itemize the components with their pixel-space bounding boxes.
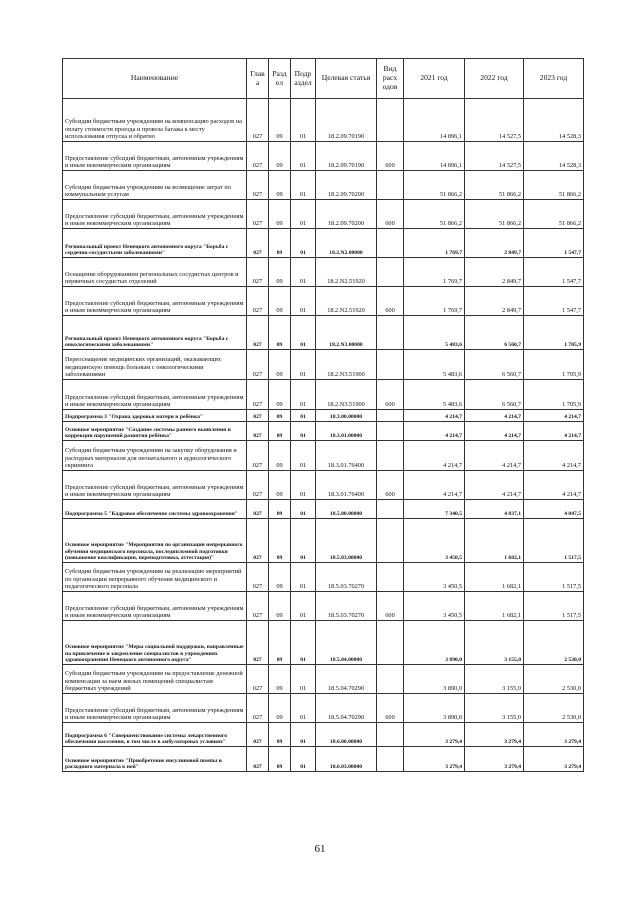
- row-vid: [377, 410, 404, 422]
- row-statya: 18.3.01.76400: [316, 471, 377, 500]
- row-statya: 18.5.04.00000: [316, 621, 377, 665]
- row-vid: 600: [377, 200, 404, 229]
- row-2021: 3 450,5: [404, 519, 465, 563]
- row-2021: 5 483,6: [404, 350, 465, 380]
- row-2022: 3 155,0: [465, 621, 524, 665]
- row-2022: 3 155,0: [465, 665, 524, 694]
- row-2022: 2 849,7: [465, 229, 524, 258]
- table-row: [63, 380, 584, 410]
- row-2022: 14 527,5: [465, 142, 524, 171]
- row-statya: 18.6.03.00000: [316, 747, 377, 772]
- row-2023: 1 705,9: [524, 380, 584, 410]
- table-row: [63, 99, 584, 142]
- row-podrazdel: 01: [291, 694, 316, 723]
- row-name: Переоснащение медицинских организаций, оказывающих медицинскую помощь больным с онкологическими заболеваниями: [63, 350, 247, 380]
- row-razdel: 09: [269, 441, 291, 471]
- row-2023: 4 214,7: [524, 471, 584, 500]
- table-row: [63, 287, 584, 316]
- row-glava: 027: [247, 723, 269, 747]
- row-vid: [377, 563, 404, 592]
- row-2022: 4 837,1: [465, 500, 524, 519]
- row-podrazdel: 01: [291, 142, 316, 171]
- row-podrazdel: 01: [291, 171, 316, 200]
- row-2023: 1 547,7: [524, 287, 584, 316]
- row-vid: [377, 747, 404, 772]
- row-vid: [377, 171, 404, 200]
- table-header: [63, 59, 584, 99]
- row-name: Субсидии бюджетным учреждениям на закупку оборудования и расходных материалов для неонатального и аудиологического скрининга: [63, 441, 247, 471]
- row-name: Основное мероприятие "Создание системы раннего выявления и коррекции нарушений развития ребёнка": [63, 422, 247, 441]
- row-glava: 027: [247, 99, 269, 142]
- row-podrazdel: 01: [291, 471, 316, 500]
- row-glava: 027: [247, 621, 269, 665]
- row-2021: 14 896,1: [404, 99, 465, 142]
- row-vid: [377, 665, 404, 694]
- row-razdel: 09: [269, 258, 291, 287]
- row-2023: 4 214,7: [524, 441, 584, 471]
- row-2022: 3 279,4: [465, 723, 524, 747]
- row-vid: 600: [377, 592, 404, 621]
- row-razdel: 09: [269, 380, 291, 410]
- table-row: [63, 621, 584, 665]
- row-glava: 027: [247, 171, 269, 200]
- row-2022: 1 682,1: [465, 519, 524, 563]
- row-2022: 3 155,0: [465, 694, 524, 723]
- row-podrazdel: 01: [291, 410, 316, 422]
- table-row: [63, 723, 584, 747]
- row-razdel: 09: [269, 592, 291, 621]
- row-2022: 3 279,4: [465, 747, 524, 772]
- row-2022: 4 214,7: [465, 441, 524, 471]
- col-2023-header: 2023 год: [524, 59, 584, 99]
- row-razdel: 09: [269, 665, 291, 694]
- row-razdel: 09: [269, 99, 291, 142]
- row-statya: 18.5.00.00000: [316, 500, 377, 519]
- row-2023: 1 517,5: [524, 563, 584, 592]
- row-statya: 18.5.03.00000: [316, 519, 377, 563]
- row-podrazdel: 01: [291, 563, 316, 592]
- row-vid: [377, 316, 404, 350]
- row-name: Субсидии бюджетным учреждениям на компенсацию расходов на оплату стоимости проезда и провоза багажа к месту использования отпуска и обратно: [63, 99, 247, 142]
- table-row: [63, 694, 584, 723]
- row-name: Предоставление субсидий бюджетным, автономным учреждениям и иным некоммерческим организациям: [63, 471, 247, 500]
- row-name: Предоставление субсидий бюджетным, автономным учреждениям и иным некоммерческим организациям: [63, 694, 247, 723]
- row-podrazdel: 01: [291, 350, 316, 380]
- row-glava: 027: [247, 229, 269, 258]
- col-vid-header: Вид расх одов: [377, 59, 404, 99]
- row-statya: 18.2.09.70200: [316, 171, 377, 200]
- row-name: Основное мероприятие "Мероприятия по организации непрерывного обучения медицинского персонала, последипломной подготовки (повышение квалификации, переподготовка, аттестация)": [63, 519, 247, 563]
- row-2021: 5 483,6: [404, 380, 465, 410]
- row-vid: [377, 723, 404, 747]
- row-statya: 18.3.01.76400: [316, 441, 377, 471]
- row-2021: 14 896,1: [404, 142, 465, 171]
- table-row: [63, 171, 584, 200]
- table-row: [63, 350, 584, 380]
- row-2021: 3 450,5: [404, 563, 465, 592]
- row-podrazdel: 01: [291, 500, 316, 519]
- row-2021: 51 866,2: [404, 171, 465, 200]
- col-name-header: Наименование: [63, 59, 247, 99]
- row-razdel: 09: [269, 229, 291, 258]
- row-2023: 4 214,7: [524, 410, 584, 422]
- row-razdel: 09: [269, 563, 291, 592]
- row-name: Оснащение оборудованием региональных сосудистых центров и первичных сосудистых отделений: [63, 258, 247, 287]
- row-podrazdel: 01: [291, 665, 316, 694]
- row-2023: 1 517,5: [524, 592, 584, 621]
- row-2023: 51 866,2: [524, 200, 584, 229]
- row-2023: 1 547,7: [524, 229, 584, 258]
- row-podrazdel: 01: [291, 747, 316, 772]
- row-glava: 027: [247, 694, 269, 723]
- row-glava: 027: [247, 287, 269, 316]
- row-2022: 1 682,1: [465, 563, 524, 592]
- row-2023: 2 530,0: [524, 665, 584, 694]
- row-2023: 14 528,3: [524, 99, 584, 142]
- row-name: Региональный проект Ненецкого автономного округа "Борьба с онкологическими заболеваниями": [63, 316, 247, 350]
- table-row: [63, 410, 584, 422]
- row-name: Подпрограмма 3 "Охрана здоровья матери и ребёнка": [63, 410, 247, 422]
- row-razdel: 09: [269, 200, 291, 229]
- table-row: [63, 563, 584, 592]
- row-glava: 027: [247, 410, 269, 422]
- row-podrazdel: 01: [291, 422, 316, 441]
- row-2023: 1 705,9: [524, 316, 584, 350]
- row-name: Предоставление субсидий бюджетным, автономным учреждениям и иным некоммерческим организациям: [63, 592, 247, 621]
- row-statya: 18.2.N3.51900: [316, 380, 377, 410]
- row-2022: 6 560,7: [465, 350, 524, 380]
- table-row: [63, 471, 584, 500]
- row-glava: 027: [247, 258, 269, 287]
- row-razdel: 09: [269, 747, 291, 772]
- budget-table: [62, 58, 584, 772]
- row-2023: 1 705,9: [524, 350, 584, 380]
- row-vid: 600: [377, 287, 404, 316]
- table-row: [63, 422, 584, 441]
- row-2021: 3 890,0: [404, 621, 465, 665]
- row-2021: 3 890,0: [404, 694, 465, 723]
- row-2021: 3 890,0: [404, 665, 465, 694]
- row-name: Предоставление субсидий бюджетным, автономным учреждениям и иным некоммерческим организациям: [63, 287, 247, 316]
- row-vid: [377, 350, 404, 380]
- row-razdel: 09: [269, 471, 291, 500]
- row-statya: 18.2.N3.00000: [316, 316, 377, 350]
- row-name: Субсидии бюджетным учреждениям на возмещение затрат по коммунальным услугам: [63, 171, 247, 200]
- row-razdel: 09: [269, 500, 291, 519]
- row-razdel: 09: [269, 316, 291, 350]
- row-2023: 3 279,4: [524, 747, 584, 772]
- row-statya: 18.2.N2.51920: [316, 287, 377, 316]
- table-row: [63, 592, 584, 621]
- row-name: Основное мероприятие "Приобретение инсулиновой помпы и расходного материала к ней": [63, 747, 247, 772]
- row-glava: 027: [247, 142, 269, 171]
- row-vid: [377, 422, 404, 441]
- col-podrazdel-header: Подр аздел: [291, 59, 316, 99]
- row-2023: 14 528,3: [524, 142, 584, 171]
- row-2021: 4 214,7: [404, 422, 465, 441]
- row-name: Подпрограмма 6 "Совершенствование системы лекарственного обеспечения населения, в том числе в амбулаторных условиях": [63, 723, 247, 747]
- row-glava: 027: [247, 519, 269, 563]
- row-name: Предоставление субсидий бюджетным, автономным учреждениям и иным некоммерческим организациям: [63, 380, 247, 410]
- table-row: [63, 441, 584, 471]
- row-2022: 6 560,7: [465, 316, 524, 350]
- row-2021: 3 279,4: [404, 747, 465, 772]
- row-razdel: 09: [269, 422, 291, 441]
- row-podrazdel: 01: [291, 258, 316, 287]
- row-2022: 14 527,5: [465, 99, 524, 142]
- row-statya: 18.2.N2.00000: [316, 229, 377, 258]
- row-2021: 4 214,7: [404, 410, 465, 422]
- col-razdel-header: Разд ел: [269, 59, 291, 99]
- row-2023: 51 866,2: [524, 171, 584, 200]
- row-podrazdel: 01: [291, 380, 316, 410]
- row-2021: 1 769,7: [404, 229, 465, 258]
- row-glava: 027: [247, 441, 269, 471]
- table-row: [63, 500, 584, 519]
- row-2022: 51 866,2: [465, 200, 524, 229]
- row-2021: 5 483,6: [404, 316, 465, 350]
- row-2023: 1 517,5: [524, 519, 584, 563]
- row-vid: [377, 99, 404, 142]
- row-name: Основное мероприятие "Меры социальной поддержки, направленные на привлечение и закрепление специалистов в учреждениях здравоохранения Ненецкого автономного округа": [63, 621, 247, 665]
- table-body: [63, 99, 584, 772]
- row-podrazdel: 01: [291, 723, 316, 747]
- row-statya: 18.2.09.70190: [316, 99, 377, 142]
- row-2023: 2 530,0: [524, 694, 584, 723]
- table-row: [63, 665, 584, 694]
- row-vid: [377, 441, 404, 471]
- row-razdel: 09: [269, 142, 291, 171]
- row-2021: 3 279,4: [404, 723, 465, 747]
- row-glava: 027: [247, 200, 269, 229]
- row-2022: 1 682,1: [465, 592, 524, 621]
- row-2022: 6 560,7: [465, 380, 524, 410]
- col-glava-header: Глав а: [247, 59, 269, 99]
- row-2023: 3 279,4: [524, 723, 584, 747]
- row-vid: [377, 500, 404, 519]
- row-2022: 4 214,7: [465, 410, 524, 422]
- row-vid: [377, 519, 404, 563]
- row-glava: 027: [247, 747, 269, 772]
- row-vid: [377, 258, 404, 287]
- row-statya: 18.2.09.70190: [316, 142, 377, 171]
- row-statya: 18.3.00.00000: [316, 410, 377, 422]
- row-2023: 1 547,7: [524, 258, 584, 287]
- row-glava: 027: [247, 592, 269, 621]
- row-razdel: 09: [269, 694, 291, 723]
- table-row: [63, 316, 584, 350]
- row-glava: 027: [247, 563, 269, 592]
- col-2021-header: 2021 год: [404, 59, 465, 99]
- row-2022: 51 866,2: [465, 171, 524, 200]
- row-2022: 2 849,7: [465, 258, 524, 287]
- row-statya: 18.2.N2.51920: [316, 258, 377, 287]
- row-2022: 4 214,7: [465, 422, 524, 441]
- row-vid: 600: [377, 380, 404, 410]
- row-statya: 18.3.01.00000: [316, 422, 377, 441]
- row-2021: 3 450,5: [404, 592, 465, 621]
- row-2021: 1 769,7: [404, 287, 465, 316]
- table-row: [63, 142, 584, 171]
- row-glava: 027: [247, 471, 269, 500]
- table-row: [63, 258, 584, 287]
- row-statya: 18.6.00.00000: [316, 723, 377, 747]
- row-name: Подпрограмма 5 "Кадровое обеспечение системы здравоохранения": [63, 500, 247, 519]
- budget-table-page: [62, 58, 583, 772]
- row-2023: 2 530,0: [524, 621, 584, 665]
- row-glava: 027: [247, 422, 269, 441]
- row-vid: 600: [377, 694, 404, 723]
- row-podrazdel: 01: [291, 519, 316, 563]
- row-2021: 4 214,7: [404, 471, 465, 500]
- table-row: [63, 519, 584, 563]
- row-vid: [377, 621, 404, 665]
- page-number: 61: [314, 843, 326, 855]
- row-statya: 18.5.03.70270: [316, 563, 377, 592]
- row-2021: 7 340,5: [404, 500, 465, 519]
- col-2022-header: 2022 год: [465, 59, 524, 99]
- row-podrazdel: 01: [291, 592, 316, 621]
- row-2023: 4 047,5: [524, 500, 584, 519]
- row-glava: 027: [247, 350, 269, 380]
- row-2021: 1 769,7: [404, 258, 465, 287]
- row-glava: 027: [247, 500, 269, 519]
- table-row: [63, 229, 584, 258]
- row-razdel: 09: [269, 350, 291, 380]
- row-name: Предоставление субсидий бюджетным, автономным учреждениям и иным некоммерческим организациям: [63, 200, 247, 229]
- row-razdel: 09: [269, 171, 291, 200]
- row-2022: 4 214,7: [465, 471, 524, 500]
- row-vid: [377, 229, 404, 258]
- row-razdel: 09: [269, 287, 291, 316]
- row-podrazdel: 01: [291, 229, 316, 258]
- col-statya-header: Целевая статья: [316, 59, 377, 99]
- row-razdel: 09: [269, 410, 291, 422]
- row-vid: 600: [377, 471, 404, 500]
- row-glava: 027: [247, 380, 269, 410]
- row-2022: 2 849,7: [465, 287, 524, 316]
- row-podrazdel: 01: [291, 287, 316, 316]
- row-2021: 4 214,7: [404, 441, 465, 471]
- row-name: Субсидии бюджетным учреждениям на реализацию мероприятий по организации непрерывного обучения медицинского и педагогического персонала: [63, 563, 247, 592]
- row-podrazdel: 01: [291, 621, 316, 665]
- row-glava: 027: [247, 316, 269, 350]
- row-podrazdel: 01: [291, 200, 316, 229]
- row-name: Региональный проект Ненецкого автономного округа "Борьба с сердечно-сосудистыми заболеваниями": [63, 229, 247, 258]
- row-razdel: 09: [269, 723, 291, 747]
- table-row: [63, 200, 584, 229]
- row-name: Предоставление субсидий бюджетным, автономным учреждениям и иным некоммерческим организациям: [63, 142, 247, 171]
- row-vid: 600: [377, 142, 404, 171]
- row-podrazdel: 01: [291, 316, 316, 350]
- row-statya: 18.2.N3.51900: [316, 350, 377, 380]
- row-podrazdel: 01: [291, 99, 316, 142]
- row-2023: 4 214,7: [524, 422, 584, 441]
- row-statya: 18.2.09.70200: [316, 200, 377, 229]
- row-2021: 51 866,2: [404, 200, 465, 229]
- row-glava: 027: [247, 665, 269, 694]
- row-statya: 18.5.04.70290: [316, 694, 377, 723]
- row-razdel: 09: [269, 621, 291, 665]
- row-statya: 18.5.04.70290: [316, 665, 377, 694]
- row-statya: 18.5.03.70270: [316, 592, 377, 621]
- row-podrazdel: 01: [291, 441, 316, 471]
- table-row: [63, 747, 584, 772]
- row-razdel: 09: [269, 519, 291, 563]
- row-name: Субсидии бюджетным учреждениям на предоставление денежной компенсации за наем жилых помещений специалистам бюджетных учреждений: [63, 665, 247, 694]
